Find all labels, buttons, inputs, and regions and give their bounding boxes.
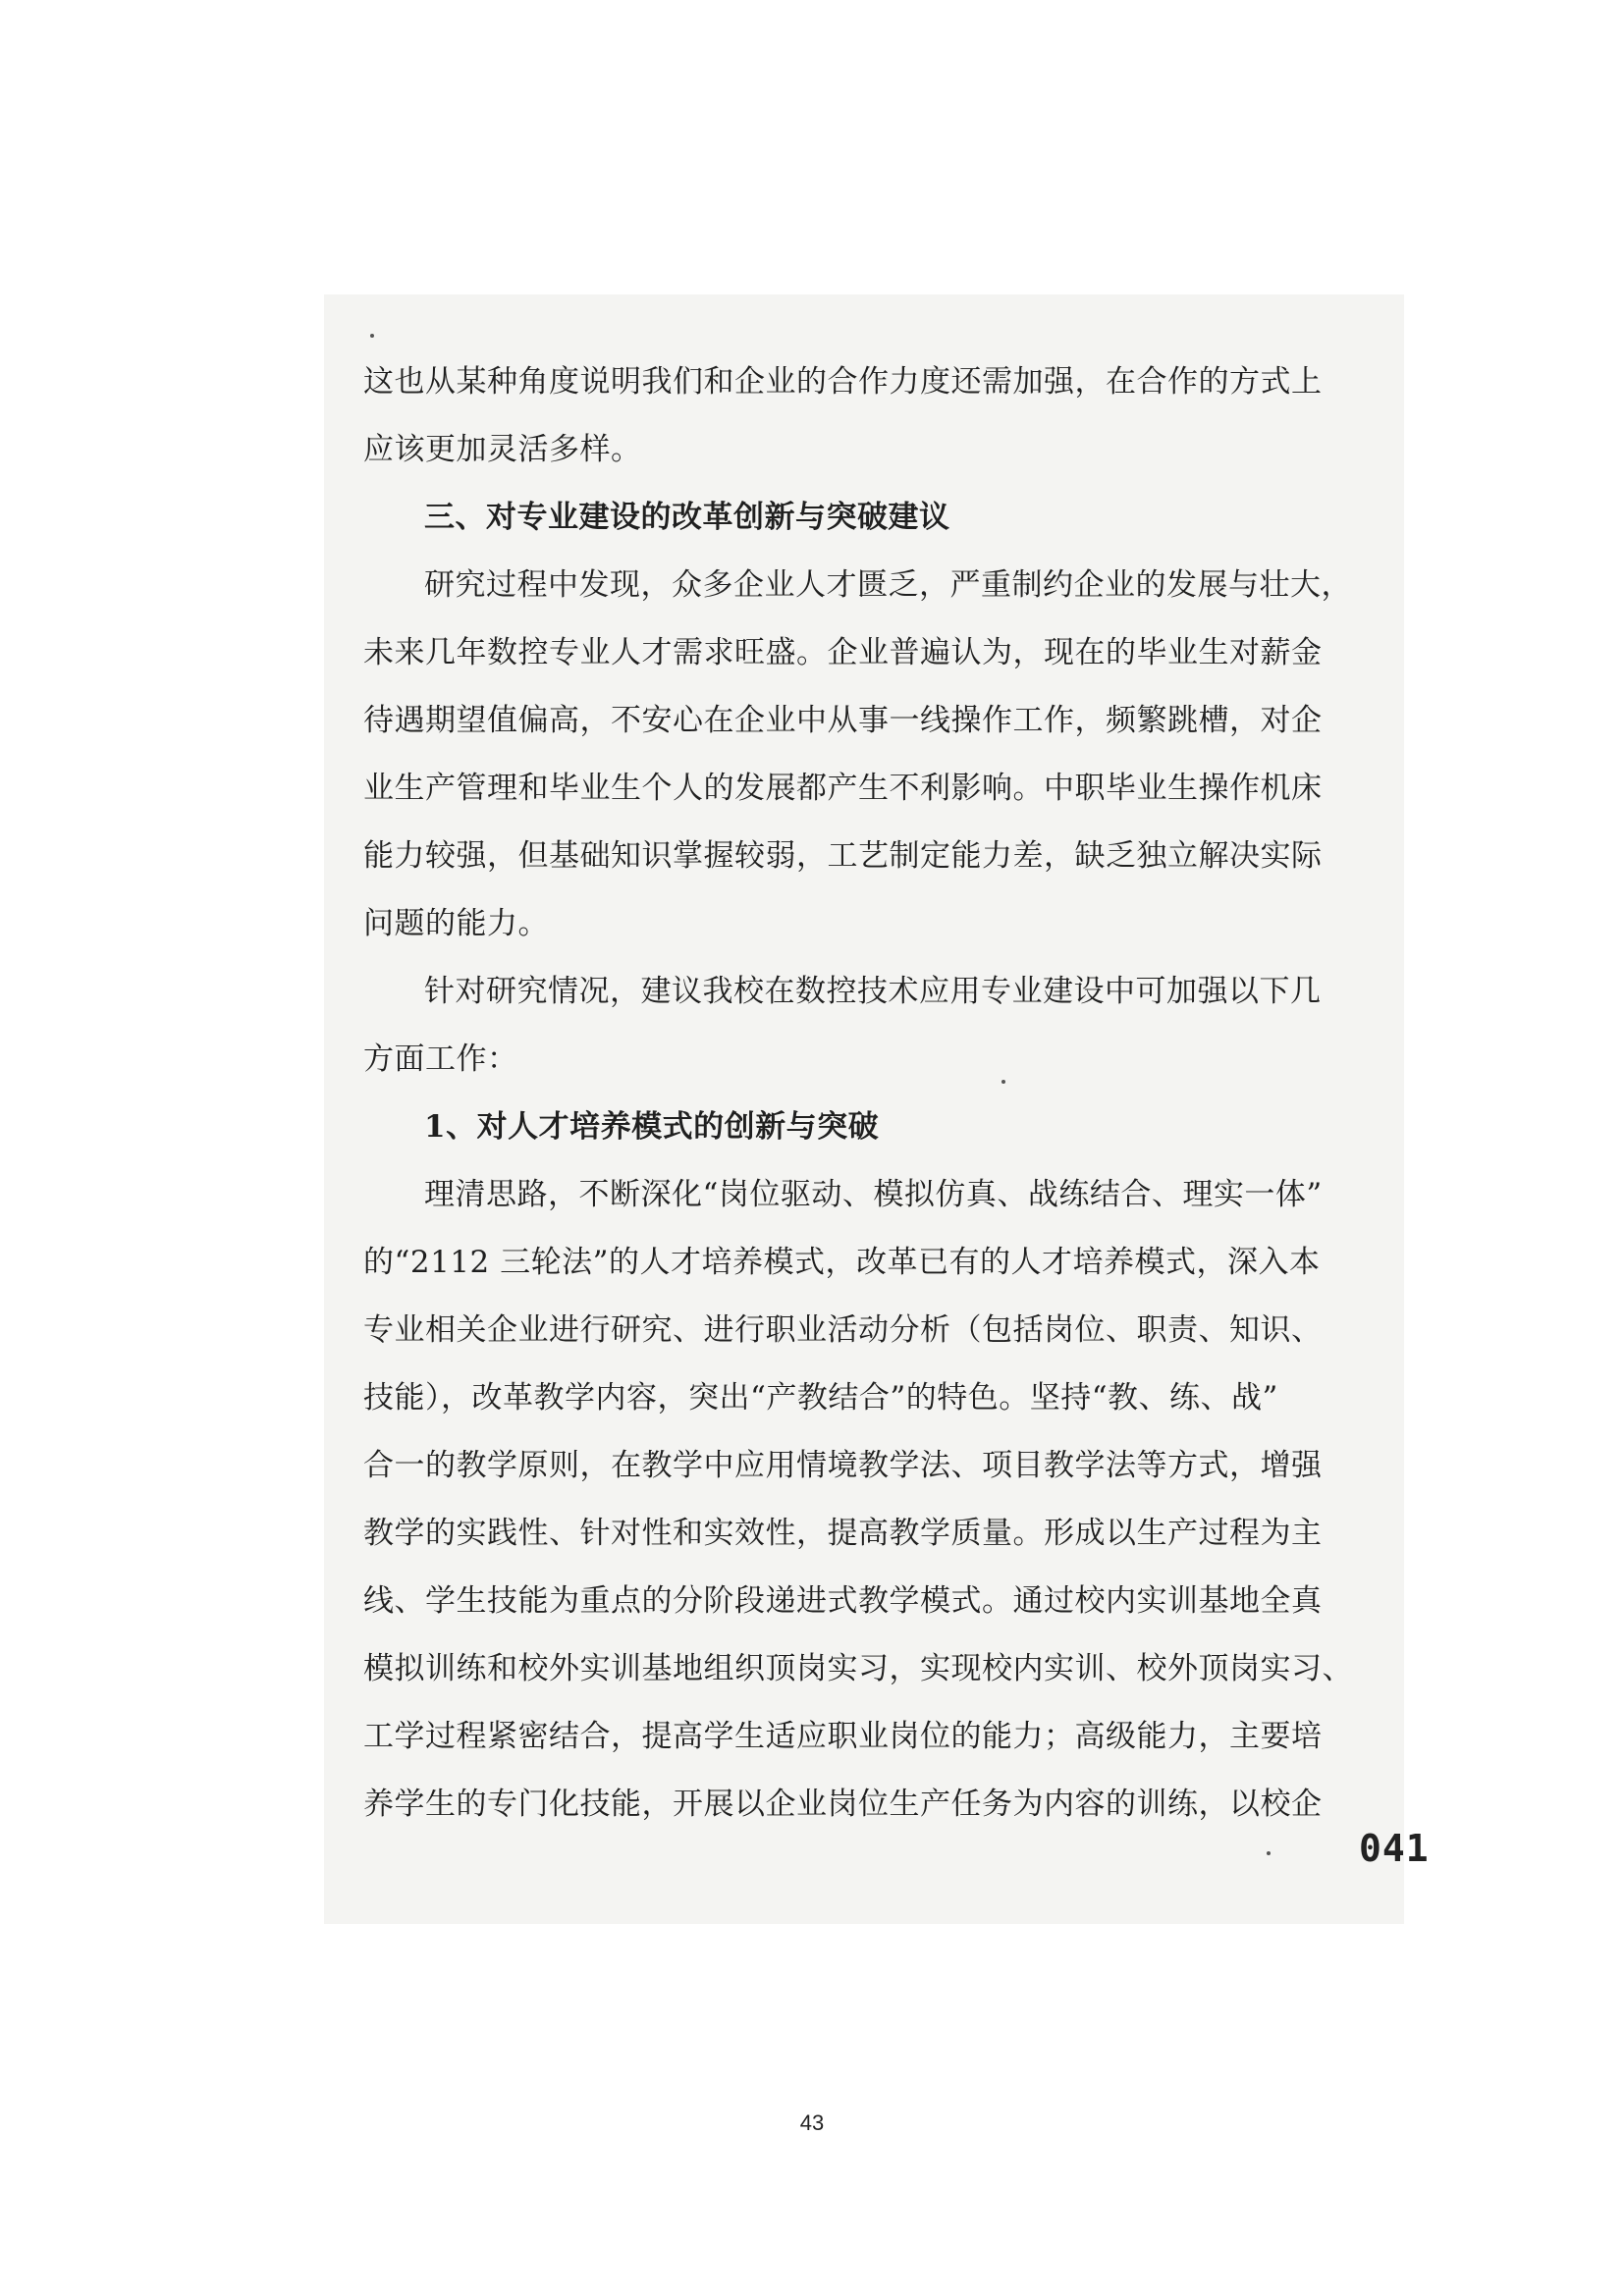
text-line: 问题的能力。	[363, 906, 549, 941]
text-line: 理清思路，不断深化“岗位驱动、模拟仿真、战练结合、理实一体”	[424, 1177, 1323, 1212]
scan-page-number: 041	[1359, 1827, 1430, 1870]
text-line: 养学生的专门化技能，开展以企业岗位生产任务为内容的训练，以校企	[363, 1787, 1323, 1822]
text-line: 的“2112 三轮法”的人才培养模式，改革已有的人才培养模式，深入本	[363, 1245, 1321, 1280]
text-line: 方面工作：	[363, 1041, 518, 1077]
text-line: 未来几年数控专业人才需求旺盛。企业普遍认为，现在的毕业生对薪金	[363, 635, 1323, 670]
text-line: 模拟训练和校外实训基地组织顶岗实习，实现校内实训、校外顶岗实习、	[363, 1651, 1353, 1686]
scan-speck	[1267, 1851, 1271, 1855]
text-line: 待遇期望值偏高，不安心在企业中从事一线操作工作，频繁跳槽，对企	[363, 703, 1323, 738]
text-line: 针对研究情况，建议我校在数控技术应用专业建设中可加强以下几	[424, 974, 1322, 1009]
text-line: 工学过程紧密结合，提高学生适应职业岗位的能力；高级能力，主要培	[363, 1719, 1323, 1754]
text-line: 研究过程中发现，众多企业人才匮乏，严重制约企业的发展与壮大，	[424, 567, 1352, 603]
text-line: 能力较强，但基础知识掌握较弱，工艺制定能力差，缺乏独立解决实际	[363, 838, 1323, 874]
text-line: 应该更加灵活多样。	[363, 432, 642, 467]
text-line: 教学的实践性、针对性和实效性，提高教学质量。形成以生产过程为主	[363, 1516, 1323, 1551]
section-heading: 三、对专业建设的改革创新与突破建议	[424, 500, 950, 535]
text-line: 线、学生技能为重点的分阶段递进式教学模式。通过校内实训基地全真	[363, 1583, 1323, 1619]
text-line: 专业相关企业进行研究、进行职业活动分析（包括岗位、职责、知识、	[363, 1312, 1323, 1348]
document-body	[363, 348, 1365, 1839]
subsection-heading: 1、对人才培养模式的创新与突破	[424, 1109, 880, 1145]
footer-page-number: 43	[799, 2110, 825, 2135]
text-line: 合一的教学原则，在教学中应用情境教学法、项目教学法等方式，增强	[363, 1448, 1323, 1483]
text-line: 业生产管理和毕业生个人的发展都产生不利影响。中职毕业生操作机床	[363, 771, 1323, 806]
text-line: 技能），改革教学内容，突出“产教结合”的特色。坚持“教、练、战”	[363, 1380, 1278, 1415]
scan-speck	[370, 334, 374, 338]
text-line: 这也从某种角度说明我们和企业的合作力度还需加强，在合作的方式上	[363, 364, 1323, 400]
